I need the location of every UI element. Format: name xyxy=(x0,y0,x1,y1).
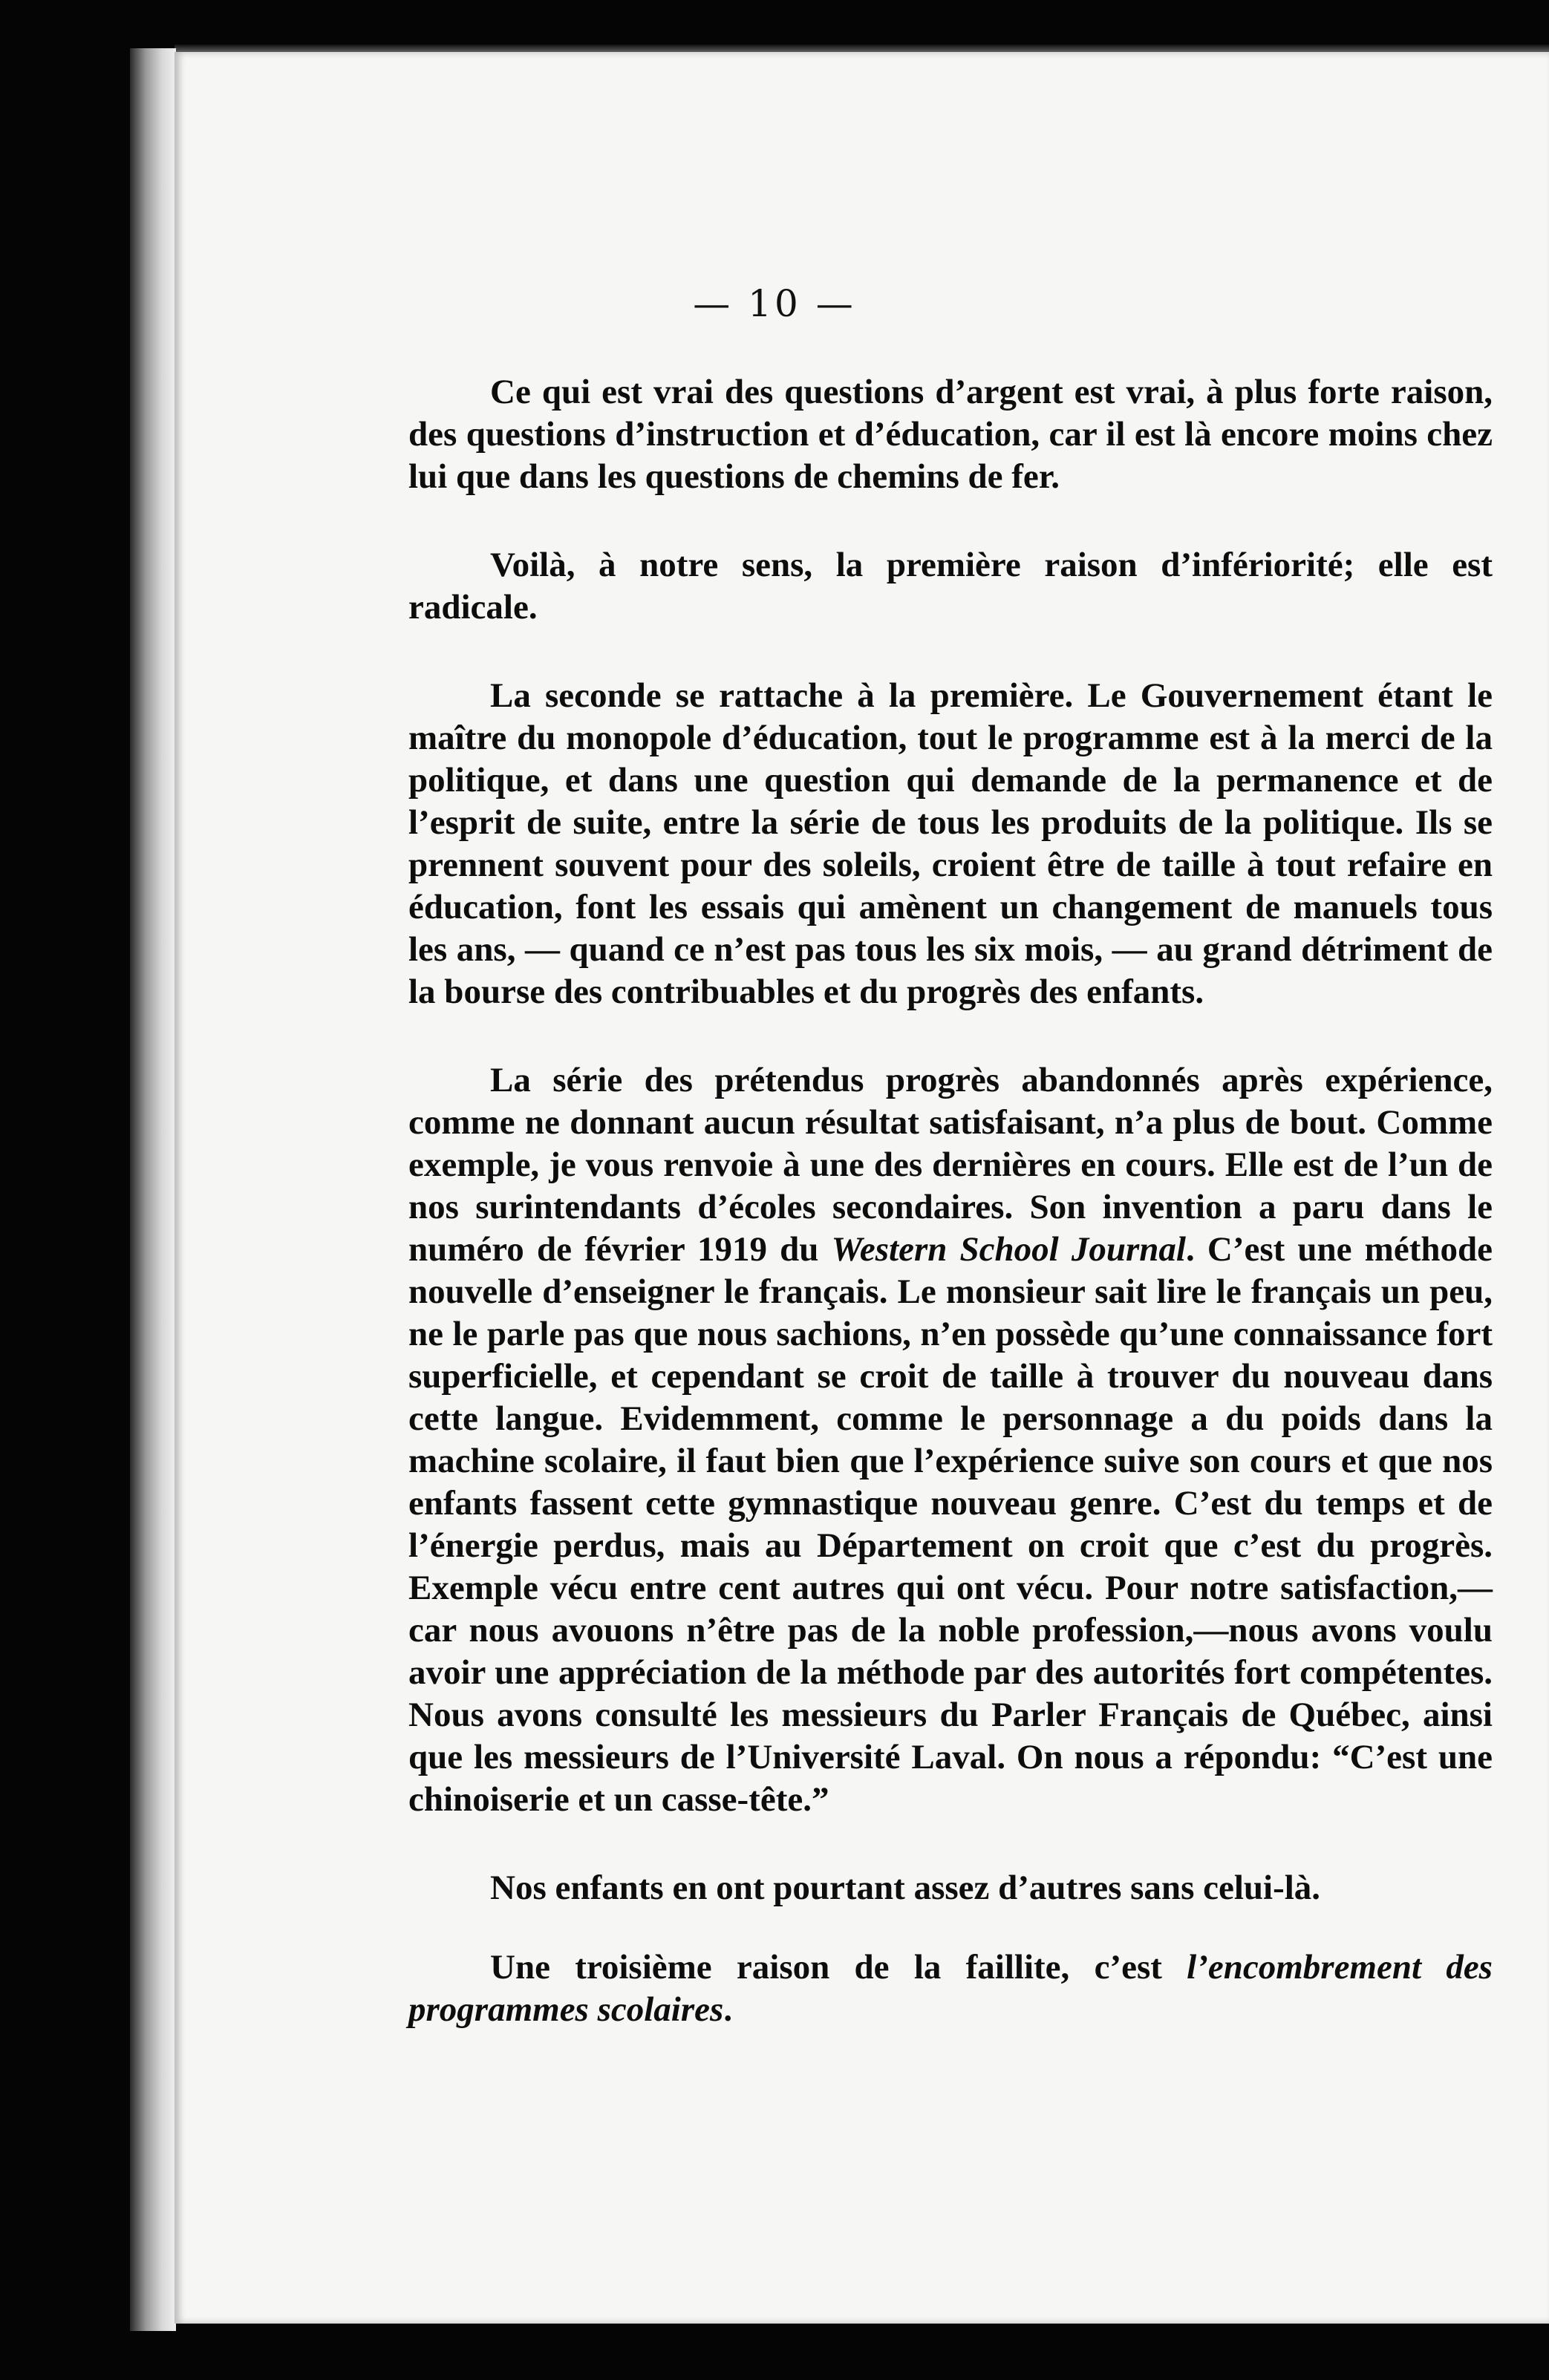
paragraph-4-after: . C’est une méthode nouvelle d’enseigner le français. Le monsieur sait lire le français un peu, ne le parle pas que nous sachions, n’en possède qu’une connaissance fort superficielle, et cependant se croit de taille à trouver du nouveau dans cette langue. Evidemment, comme le personnage a du poids dans la machine scolaire, il faut bien que l’expérience suive son cours et que nos enfants fassent cette gymnastique nouveau genre. C’est du temps et de l’énergie perdus, mais au Département on croit que c’est du progrès. Exemple vécu entre cent autres qui ont vécu. Pour notre satisfaction,—car nous avouons n’être pas de la noble profession,—nous avons voulu avoir une appréciation de la méthode par des autorités fort compétentes. Nous avons consulté les messieurs du Parler Français de Québec, ainsi que les messieurs de l’Université Laval. On nous a répondu: “C’est une chinoiserie et un casse-tête.” xyxy=(408,1230,1493,1819)
paragraph-2: Voilà, à notre sens, la première raison d’infériorité; elle est radicale. xyxy=(408,546,1493,627)
paragraph-4-before: La série des prétendus progrès abandonnés après expérience, comme ne donnant aucun résultat satisfaisant, n’a plus de bout. Comme exemple, je vous renvoie à une des dernières en cours. Elle est de l’un de nos surintendants d’écoles secondaires. Son invention a paru dans le numéro de février 1919 du xyxy=(408,1061,1493,1269)
paragraph-3: La seconde se rattache à la première. Le Gouvernement étant le maître du monopole d’éducation, tout le programme est à la merci de la politique, et dans une question qui demande de la permanence et de l’esprit de suite, entre la série de tous les produits de la politique. Ils se prennent souvent pour des soleils, croient être de taille à tout refaire en éducation, font les essais qui amènent un changement de manuels tous les ans, — quand ce n’est pas tous les six mois, — au grand détriment de la bourse des contribuables et du progrès des enfants. xyxy=(408,676,1493,1011)
paragraph-1: Ce qui est vrai des questions d’argent est vrai, à plus forte raison, des questions d’instruction et d’éducation, car il est là encore moins chez lui que dans les questions de chemins de fer. xyxy=(408,373,1493,496)
paragraph-6-after: . xyxy=(723,1990,733,2029)
emphasis-programmes: l’encombrement des programmes scolaires xyxy=(408,1948,1493,2029)
paragraph-5: Nos enfants en ont pourtant assez d’autres sans celui-là. xyxy=(490,1869,1321,1907)
paragraph-6-before: Une troisième raison de la faillite, c’est xyxy=(490,1948,1187,1987)
body-text xyxy=(408,371,1493,2077)
book-binding-edge xyxy=(130,48,176,2331)
journal-title: Western School Journal xyxy=(831,1230,1186,1269)
page-number: — 10 — xyxy=(693,282,856,325)
paragraph-4 xyxy=(408,1059,1493,1821)
paragraph-6 xyxy=(408,1946,1493,2031)
